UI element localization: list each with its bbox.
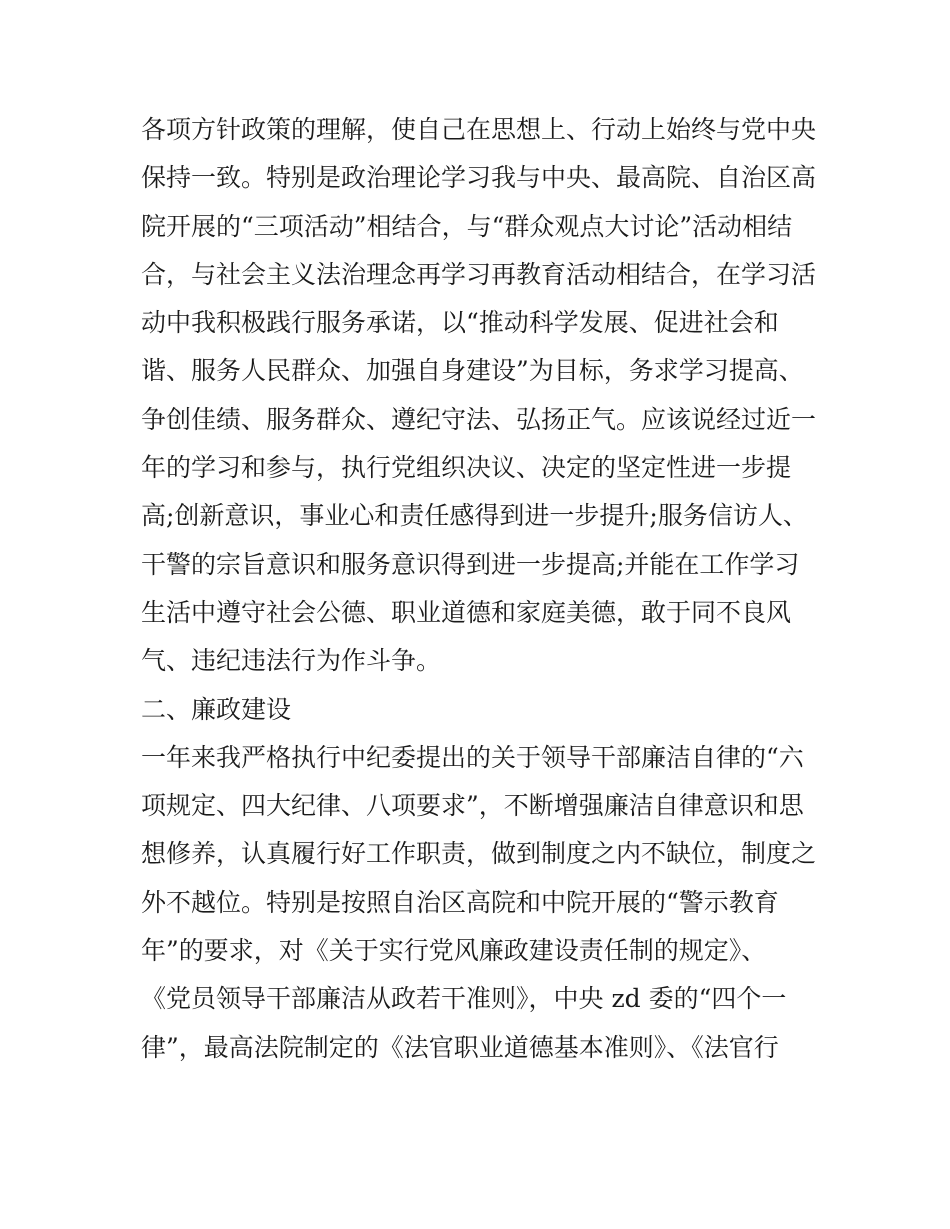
text-line: 外不越位。特别是按照自治区高院和中院开展的“警示教育 bbox=[141, 887, 779, 917]
text-line: 高;创新意识，事业心和责任感得到进一步提升;服务信访人、 bbox=[141, 501, 808, 531]
text-line: 气、违纪违法行为作斗争。 bbox=[141, 646, 442, 676]
text-line: 想修养，认真履行好工作职责，做到制度之内不缺位，制度之 bbox=[141, 839, 817, 869]
text-line: 年”的要求，对《关于实行党风廉政建设责任制的规定》、 bbox=[141, 936, 767, 966]
text-line: 一年来我严格执行中纪委提出的关于领导干部廉洁自律的“六 bbox=[141, 742, 804, 772]
text-line: 干警的宗旨意识和服务意识得到进一步提高;并能在工作学习 bbox=[141, 549, 800, 579]
text-line: 《党员领导干部廉洁从政若干准则》，中央 zd 委的“四个一 bbox=[141, 984, 787, 1014]
text-line: 项规定、四大纪律、八项要求”，不断增强廉洁自律意识和思 bbox=[141, 791, 804, 821]
text-line: 生活中遵守社会公德、职业道德和家庭美德，敢于同不良风 bbox=[141, 597, 792, 627]
text-line: 争创佳绩、服务群众、遵纪守法、弘扬正气。应该说经过近一 bbox=[141, 404, 817, 434]
text-line: 保持一致。特别是政治理论学习我与中央、最高院、自治区高 bbox=[141, 163, 817, 193]
text-line: 年的学习和参与，执行党组织决议、决定的坚定性进一步提 bbox=[141, 453, 792, 483]
text-line: 院开展的“三项活动”相结合，与“群众观点大讨论”活动相结 bbox=[141, 211, 793, 241]
document-body bbox=[141, 106, 831, 1072]
text-line: 律”，最高法院制定的《法官职业道德基本准则》、《法官行 bbox=[141, 1032, 779, 1062]
section-heading: 二、廉政建设 bbox=[141, 694, 292, 724]
text-line: 动中我积极践行服务承诺，以“推动科学发展、促进社会和 bbox=[141, 308, 779, 338]
text-line: 谐、服务人民群众、加强自身建设”为目标，务求学习提高、 bbox=[141, 356, 804, 386]
text-line: 各项方针政策的理解，使自己在思想上、行动上始终与党中央 bbox=[141, 115, 817, 144]
text-line: 合，与社会主义法治理念再学习再教育活动相结合，在学习活 bbox=[141, 259, 817, 289]
